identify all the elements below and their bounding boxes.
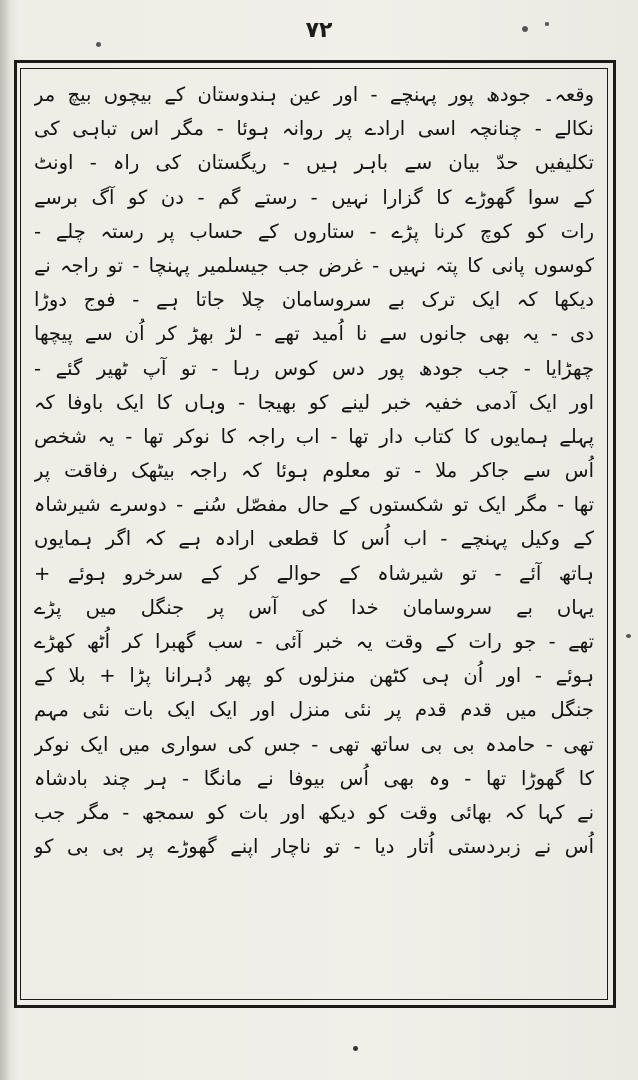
- text-line: تھے - جو رات کے وقت یہ خبر آئی - سب گھبرا کر اُٹھ کھڑے: [34, 630, 594, 653]
- ink-speck: [522, 26, 528, 32]
- text-line: پہلے ہمایوں کا کتاب دار تھا - اب راجہ کا نوکر تھا - یہ شخص: [34, 424, 594, 448]
- text-line: نکالے - چنانچہ اسی ارادے پر روانہ ہوئا - مگر اس تباہی کی: [34, 117, 594, 141]
- text-line: ہوئے - اور اُن ہی کٹھن منزلوں کو پھر دُہرانا پڑا + بلا کے: [34, 664, 594, 688]
- text-line: وقعہ۔ جودھ پور پہنچے - اور عین ہندوستان کے بیچوں بیچ مر: [34, 83, 594, 106]
- page-number: ۷۲: [305, 18, 333, 43]
- text-line: اُس نے زبردستی اُتار دیا - تو ناچار اپنے گھوڑے پر بی بی کو: [34, 835, 594, 859]
- text-line: کے سوا گھوڑے کا گزارا نہیں - رستے گم - دن کو آگ برسے: [34, 185, 594, 209]
- text-line: چھڑایا - جب جودھ پور دس کوس رہا - تو آپ ٹھیر گئے -: [34, 356, 594, 380]
- text-line: ہاتھ آئے - تو شیرشاہ کے حوالے کر کے سرخرو ہوئے +: [34, 561, 594, 585]
- text-line: کے وکیل پہنچے - اب اُس کا قطعی ارادہ ہے کہ اگر ہمایوں: [34, 527, 594, 551]
- text-line: اُس سے جاکر ملا - تو معلوم ہوئا کہ راجہ بیٹھک رفاقت پر: [34, 459, 594, 483]
- text-line: جنگل میں قدم قدم پر نئی منزل اور ایک ایک بات نئی مہم: [34, 698, 594, 722]
- ink-speck: [96, 42, 101, 47]
- text-line: تھا - مگر ایک تو شکستوں کے حال مفصّل سُنے - دوسرے شیرشاہ: [34, 493, 594, 517]
- ink-speck: [626, 634, 631, 638]
- ink-speck: [545, 22, 549, 26]
- text-line: تکلیفیں حدّ بیان سے باہر ہیں - ریگستان کی راہ - اونٹ: [34, 151, 594, 175]
- text-line: یہاں بے سروسامان خدا کی آس پر جنگل میں پڑے: [34, 595, 594, 619]
- text-line: اور ایک آدمی خفیہ خبر لینے کو بھیجا - وہاں کا ایک باوفا کہ: [34, 390, 594, 414]
- text-line: تھی - حامدہ بی بی ساتھ تھی - جس کی سواری میں ایک نوکر: [34, 732, 594, 756]
- text-line: دیکھا کہ ایک ترک بے سروسامان چلا جاتا ہے - فوج دوڑا: [34, 288, 594, 312]
- text-line: نے کہا کہ بھائی وقت کو دیکھ اور بات کو سمجھ - مگر جب: [34, 800, 594, 824]
- text-line: کوسوں پانی کا پتہ نہیں - غرض جب جیسلمیر پہنچا - تو راجہ نے: [34, 253, 594, 277]
- bottom-dot: [353, 1046, 358, 1051]
- text-line: رات کو کوچ کرنا پڑے - ستاروں کے حساب پر رستہ چلے -: [34, 219, 594, 243]
- text-line: کا گھوڑا تھا - وہ بھی اُس بیوفا نے مانگا - ہر چند بادشاہ: [34, 766, 594, 790]
- page-edge-shadow: [0, 0, 10, 1080]
- urdu-text-body: [34, 78, 594, 998]
- text-line: دی - یہ بھی جانوں سے نا اُمید تھے - لڑ بھڑ کر اُن سے پیچھا: [34, 322, 594, 346]
